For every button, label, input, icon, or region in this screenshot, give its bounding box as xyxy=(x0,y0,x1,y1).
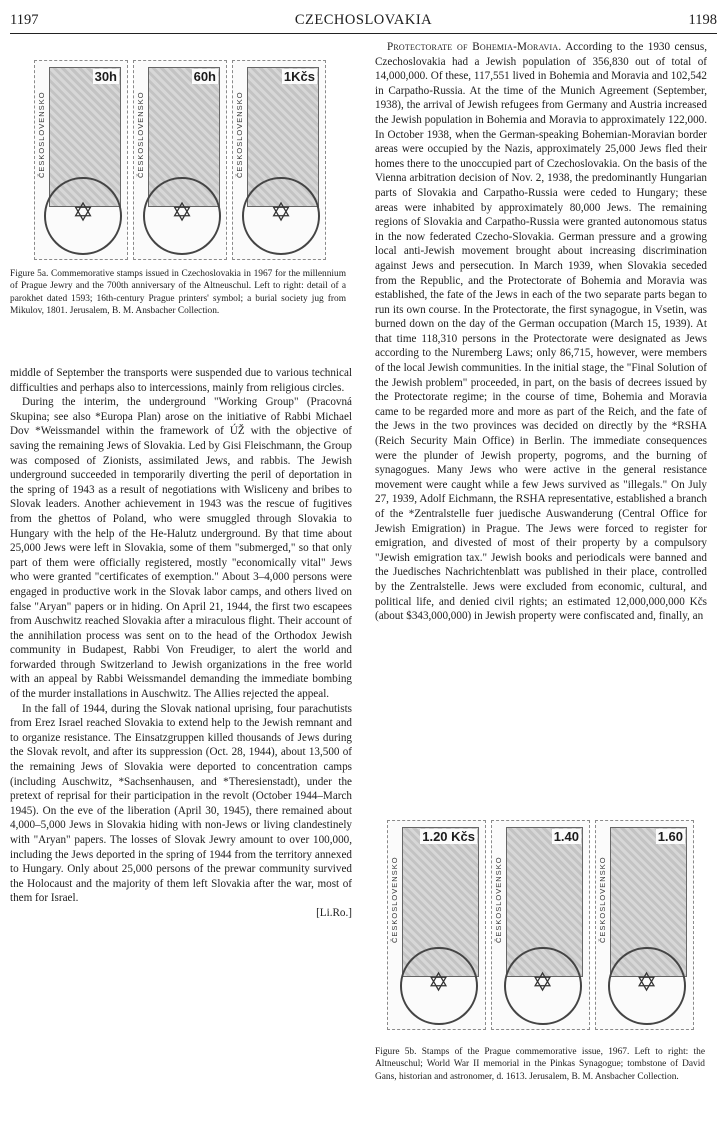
stamp-country-label: ČESKOSLOVENSKO xyxy=(390,856,399,944)
paragraph: In the fall of 1944, during the Slovak national uprising, four parachutists from Erez Israel reached Slovakia to extend help to the Jewish remnant and to organize resistance. The Einsatzgruppen killed thousands of Jews during the Slovak revolt, and after its suppression (Oct. 28, 1944), about 13,500 of the remaining Jews of Slovakia were deported to concentration camps (including Auschwitz, *Sachsenhausen, and *Theresienstadt), under the pretext of reprisal for their participation in the revolt (October 1944–March 1945). On the eve of the liberation (April 30, 1945), there remained about 4,000–5,000 Jews in Slovakia hiding with non-Jews or living clandestinely with "Aryan" papers. The losses of Slovak Jewry amount to over 100,000, including the Jews deported in the spring of 1944 from the territory annexed to Hungary. Only about 25,000 persons of the prewar community survived the Holocaust and the majority of them left Slovakia after the war, most of them for Israel. xyxy=(10,702,352,905)
figure-5a-stamps xyxy=(34,60,324,260)
stamp-country-label: ČESKOSLOVENSKO xyxy=(37,91,46,179)
postmark xyxy=(504,947,582,1025)
postmark xyxy=(608,947,686,1025)
figure-5b-caption: Figure 5b. Stamps of the Prague commemorative issue, 1967. Left to right: the Altneuschul; World War II memorial in the Pinkas Synagogue; tombstone of David Gans, historian and astronomer, d. 1613. Jerusalem, B. M. Ansbacher Collection. xyxy=(375,1047,705,1082)
star-of-david-icon: ✡ xyxy=(72,198,94,227)
header-rule xyxy=(10,33,717,34)
paragraph-text: According to the 1930 census, Czechoslovakia had a Jewish population of 356,830 out of total of 14,000,000. Of these, 117,551 lived in Bohemia and Moravia and 102,542 in Carpatho-Russia. At the time of the Munich Agreement (September, 1938), the arrival of Jewish refugees from Germany and Austria increased the Jewish population in Bohemia and Moravia to approximately 122,000. In October 1938, when the German-speaking Bohemian-Moravian border areas were occupied by the Nazis, approximately 25,000 Jews fled their homes there to the unoccupied part of Czechoslovakia. On the basis of the Vienna arbitration decision of Nov. 2, 1938, the predominantly Hungarian parts of Slovakia and Carpatho-Russia were ceded to Hungary; these areas were inhabited by approximately 80,000 Jews. The remaining regions of Slovakia and Carpatho-Russia were granted autonomous status in the now federated Czecho-Slovakia. German pressure and a growing local anti-Jewish movement brought about increasing discrimination against Jews and persecution. In March 1939, when Slovakia seceded from the Republic, and the Protectorate of Bohemia and Moravia was established, the fate of the Jews in each of the two separate parts began to run its own course. In the Protectorate, the first synagogue, in Vsetin, was burned down on the day of the German occupation (March 15, 1939). At that time 118,310 persons in the Protectorate were designated as Jews according to the Nuremberg Laws; only 86,715, however, were members of the local Jewish communities. In the initial stage, the "Final Solution of the Jewish problem" proceeded, in part, on the basis of decrees issued by the Protectorate regime; in the course of time, Bohemia and Moravia came to be regarded more and more as part of the Reich, and the fate of the Jews in the two provinces was decided on directly by the *RSHA (Reich Security Main Office) in Berlin. The immediate consequences were the plunder of Jewish property, pogroms, and the burning of synagogues. Many Jews who were active in the general resistance movement were caught while a few Jews survived as "illegals." On July 27, 1939, Adolf Eichmann, the RSHA representative, established a branch of the *Zentralstelle fuer juedische Auswanderung (Central Office for Jewish Emigration) in Prague. The Jews were forced to register for emigration, and divested of most of their property by a compulsory "Jewish emigration tax." Jewish books and periodicals were banned and the Juedisches Nachrichtenblatt was published in their place, controlled by the Zentralstelle. Jews were excluded from economic, cultural, and political life, and denied civil rights; an estimated 12,000,000,000 Kčs (about $343,000,000) in Jewish property were confiscated and, finally, an xyxy=(375,41,707,623)
stamp xyxy=(232,60,326,260)
figure-5b-stamps xyxy=(387,820,692,1030)
stamp-country-label: ČESKOSLOVENSKO xyxy=(494,856,503,944)
stamp-country-label: ČESKOSLOVENSKO xyxy=(235,91,244,179)
page-number-left: 1197 xyxy=(10,12,39,28)
star-of-david-icon: ✡ xyxy=(531,968,554,997)
left-column xyxy=(10,366,352,921)
figure-5a-caption: Figure 5a. Commemorative stamps issued in Czechoslovakia in 1967 for the millennium of Prague Jewry and the 700th anniversary of the Altneuschul. Left to right: detail of a parokhet dated 1593; 16th-century Prague printers' symbol; a burial society jug from Mikulov, 1801. Jerusalem, B. M. Ansbacher Collection. xyxy=(10,269,346,317)
paragraph xyxy=(375,40,707,624)
stamp xyxy=(387,820,486,1030)
stamp-value: 1.60 xyxy=(657,829,683,844)
stamp xyxy=(133,60,227,260)
stamp xyxy=(34,60,128,260)
postmark xyxy=(44,177,122,255)
page-number-right: 1198 xyxy=(688,12,717,28)
paragraph: During the interim, the underground "Working Group" (Pracovná Skupina; see also *Europa Plan) arose on the initiative of Rabbi Michael Dov *Weissmandel within the framework of ÚŽ with the objective of saving the remaining Jews of Slovakia. Led by Gisi Fleischmann, the Group was composed of Zionists, assimilated Jews, and rabbis. The Jewish underground succeeded in temporarily diverting the peril of deportation in the spring of 1943 as a result of negotiations with Wisliceny and bribes to Slovak leaders. Another achievement in 1943 was the rescue of fugitives from the ghettos of Poland, who were smuggled through Slovakia to Hungary with the help of the He-Halutz underground. By that time about 25,000 Jews were left in Slovakia, some of them "submerged," so that only part of them were officially registered, mostly "economically vital" Jews who were granted "certificates of exemption." About 3–4,000 persons were engaged in productive work in the Slovak labor camps, and others lived on false "Aryan" papers or in hiding. On April 21, 1944, the first two escapees from Auschwitz reached Slovakia after a miraculous flight. Their account of the annihilation process was sent on to the head of the Orthodox Jewish community in Budapest, Rabbi Von Freudiger, to alert the world and forwarded through Switzerland to Jewish organizations in the free world with an appeal by Rabbi Weissmandel demanding the immediate bombing of the murder installations in Auschwitz. The Allies rejected the appeal. xyxy=(10,396,352,701)
stamp-value: 1Kčs xyxy=(283,69,315,84)
stamp-value: 30h xyxy=(94,69,117,84)
star-of-david-icon: ✡ xyxy=(270,198,292,227)
stamp-value: 1.20 Kčs xyxy=(422,829,475,844)
star-of-david-icon: ✡ xyxy=(635,968,658,997)
section-heading: Protectorate of Bohemia-Moravia. xyxy=(387,41,562,53)
stamp-country-label: ČESKOSLOVENSKO xyxy=(598,856,607,944)
stamp-value: 1.40 xyxy=(553,829,579,844)
star-of-david-icon: ✡ xyxy=(427,968,450,997)
star-of-david-icon: ✡ xyxy=(171,198,193,227)
author-initials: [Li.Ro.] xyxy=(316,906,352,919)
postmark xyxy=(242,177,320,255)
stamp-value: 60h xyxy=(193,69,216,84)
stamp xyxy=(595,820,694,1030)
right-column xyxy=(375,40,707,624)
paragraph: middle of September the transports were suspended due to various technical difficulties and perhaps also to intercessions, mainly from religious circles. xyxy=(10,367,352,394)
page-header xyxy=(10,12,717,32)
running-title: CZECHOSLOVAKIA xyxy=(294,12,433,28)
stamp xyxy=(491,820,590,1030)
postmark xyxy=(400,947,478,1025)
stamp-country-label: ČESKOSLOVENSKO xyxy=(136,91,145,179)
postmark xyxy=(143,177,221,255)
